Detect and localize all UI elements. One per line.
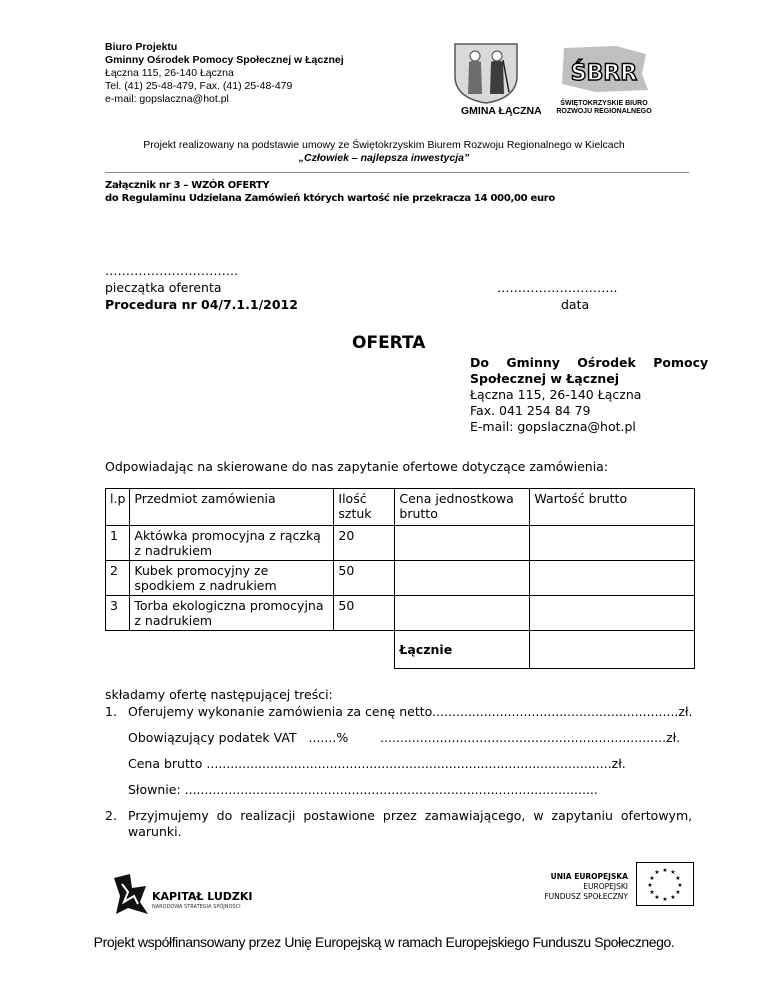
kapital-ludzki-title: KAPITAŁ LUDZKI [152, 890, 253, 903]
footer-text: Projekt współfinansowany przez Unię Europejską w ramach Europejskiego Funduszu Społecznego. [93, 934, 675, 950]
eu-text-block [510, 872, 628, 902]
gmina-crest-logo [451, 42, 521, 104]
svg-text:★: ★ [675, 889, 681, 896]
row-gross-value[interactable] [530, 526, 695, 561]
table-row [106, 526, 695, 561]
total-label: Łącznie [395, 631, 530, 669]
kapital-ludzki-subtitle: NARODOWA STRATEGIA SPÓJNOŚCI [152, 904, 241, 910]
project-line: Projekt realizowany na podstawie umowy ze Świętokrzyskim Biurem Rozwoju Regionalnego w Kielcach [143, 139, 625, 151]
office-name: Gminny Ośrodek Pomocy Społecznej w Łącznej [105, 54, 344, 66]
procedure-number: Procedura nr 04/7.1.1/2012 [105, 297, 298, 312]
offer-title: OFERTA [352, 333, 426, 353]
table-header-row [106, 489, 695, 526]
sbrr-caption [556, 100, 652, 116]
date-dots: ……………………….. [497, 280, 618, 295]
table-total-row [106, 631, 695, 669]
header-unit-price: Cena jednostkowa brutto [395, 489, 530, 526]
svg-text:★: ★ [649, 889, 655, 896]
eu-fund-label-2: FUNDUSZ SPOŁECZNY [544, 892, 628, 901]
eu-fund-label-1: EUROPEJSKI [583, 882, 628, 891]
recipient-line1: Do Gminny Ośrodek Pomocy [470, 355, 709, 370]
header-qty: Ilość sztuk [334, 489, 395, 526]
svg-text:★: ★ [654, 869, 660, 876]
row-gross-value[interactable] [530, 561, 695, 596]
stamp-label: pieczątka oferenta [105, 280, 222, 295]
project-info [0, 139, 768, 165]
svg-text:★: ★ [675, 875, 681, 882]
row-lp: 2 [106, 561, 130, 596]
svg-text:★: ★ [677, 882, 683, 889]
header-gross-value: Wartość brutto [530, 489, 695, 526]
office-header [105, 41, 344, 106]
vat-line: Obowiązujący podatek VAT .......% ........................................................................zł. [128, 730, 681, 745]
svg-text:★: ★ [662, 896, 668, 903]
recipient-line2: Społecznej w Łącznej [470, 371, 620, 386]
svg-text:★: ★ [662, 867, 668, 874]
row-item: Torba ekologiczna promocyjna z nadrukiem [130, 596, 334, 631]
svg-text:★: ★ [670, 869, 676, 876]
attachment-line1: Załącznik nr 3 – WZÓR OFERTY [105, 180, 270, 191]
row-lp: 3 [106, 596, 130, 631]
row-unit-price[interactable] [395, 596, 530, 631]
recipient-block [470, 355, 709, 435]
row-unit-price[interactable] [395, 526, 530, 561]
intro-text: Odpowiadając na skierowane do nas zapytanie ofertowe dotyczące zamówienia: [105, 459, 609, 474]
gmina-label: GMINA ŁĄCZNA [461, 105, 542, 117]
point-1-number: 1. [105, 704, 117, 719]
point-2-number: 2. [105, 808, 117, 823]
words-line: Słownie: ........................................................................................................ [128, 782, 598, 797]
office-phone: Tel. (41) 25-48-479, Fax. (41) 25-48-479 [105, 80, 293, 92]
attachment-title [105, 179, 555, 205]
row-qty: 50 [334, 561, 395, 596]
order-table [105, 488, 695, 669]
sbrr-caption-line1: ŚWIĘTOKRZYSKIE BIURO [560, 100, 648, 107]
office-address: Łączna 115, 26-140 Łączna [105, 67, 234, 79]
point-2-text: Przyjmujemy do realizacji postawione przez zamawiającego, w zapytaniu ofertowym, [128, 808, 693, 823]
header-divider [105, 172, 689, 173]
project-slogan: „Człowiek – najlepsza inwestycja” [298, 152, 470, 164]
office-email: e-mail: gopslaczna@hot.pl [105, 93, 229, 105]
recipient-fax: Fax. 041 254 84 79 [470, 403, 591, 418]
sbrr-caption-line2: ROZWOJU REGIONALNEGO [556, 108, 652, 115]
point-1-net-price: Oferujemy wykonanie zamówienia za cenę netto..............................................................zł. [128, 704, 693, 719]
point-2-text-cont: warunki. [128, 824, 182, 839]
gross-price-line: Cena brutto ......................................................................................................zł. [128, 756, 626, 771]
svg-text:★: ★ [647, 882, 653, 889]
stamp-dots: ………………………….. [105, 263, 238, 278]
office-title: Biuro Projektu [105, 41, 178, 53]
kapital-ludzki-emblem [110, 872, 150, 916]
offer-lead: składamy ofertę następującej treści: [105, 687, 333, 702]
header-item: Przedmiot zamówienia [130, 489, 334, 526]
svg-text:★: ★ [654, 894, 660, 901]
recipient-address: Łączna 115, 26-140 Łączna [470, 387, 642, 402]
row-qty: 50 [334, 596, 395, 631]
table-row [106, 596, 695, 631]
svg-text:★: ★ [670, 894, 676, 901]
row-gross-value[interactable] [530, 596, 695, 631]
eu-flag-icon [636, 862, 694, 906]
recipient-email: E-mail: gopslaczna@hot.pl [470, 419, 636, 434]
table-row [106, 561, 695, 596]
header-lp: l.p [106, 489, 130, 526]
row-item: Aktówka promocyjna z rączką z nadrukiem [130, 526, 334, 561]
eu-union-label: UNIA EUROPEJSKA [550, 872, 628, 881]
sbrr-logo-text: ŚBRR [570, 61, 638, 86]
total-value[interactable] [530, 631, 695, 669]
attachment-line2: do Regulaminu Udzielana Zamówień których wartość nie przekracza 14 000,00 euro [105, 193, 555, 204]
svg-text:★: ★ [649, 875, 655, 882]
row-qty: 20 [334, 526, 395, 561]
row-lp: 1 [106, 526, 130, 561]
date-label: data [561, 297, 590, 312]
sbrr-logo [556, 44, 652, 94]
row-item: Kubek promocyjny ze spodkiem z nadrukiem [130, 561, 334, 596]
row-unit-price[interactable] [395, 561, 530, 596]
